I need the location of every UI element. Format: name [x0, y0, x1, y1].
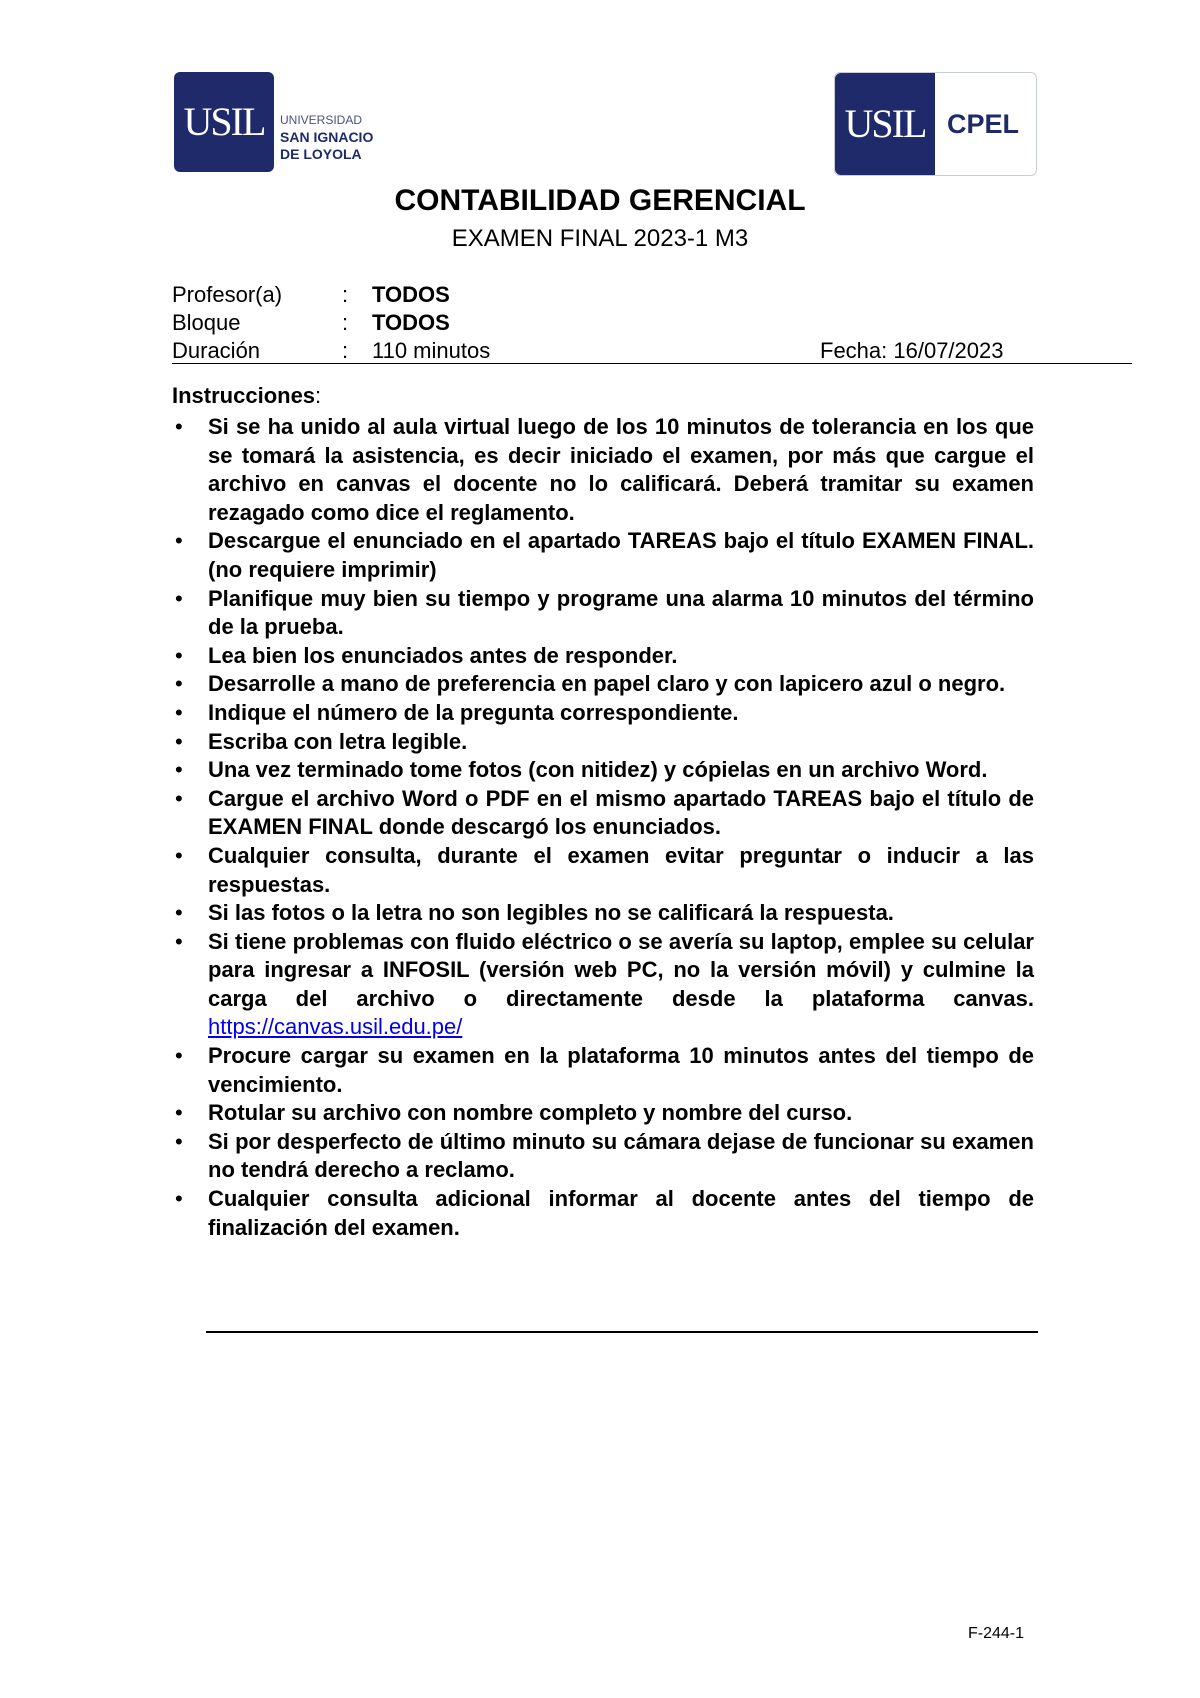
duracion-label: Duración	[172, 338, 261, 363]
list-item	[172, 1128, 1034, 1185]
instruction-text: Cualquier consulta, durante el examen evitar preguntar o inducir a las respuestas.	[208, 842, 1034, 897]
bullet-icon: •	[175, 757, 183, 783]
instructions-list	[172, 413, 1034, 1242]
list-item	[172, 899, 1034, 928]
list-item	[172, 728, 1034, 757]
list-item	[172, 1099, 1034, 1128]
bullet-icon: •	[175, 1043, 183, 1069]
bullet-icon: •	[175, 414, 183, 439]
profesor-value: TODOS	[372, 282, 450, 307]
list-item	[172, 642, 1034, 671]
canvas-link[interactable]: https://canvas.usil.edu.pe/	[208, 1014, 463, 1040]
instruction-text: Si las fotos o la letra no son legibles no se calificará la respuesta.	[208, 900, 894, 926]
bullet-icon: •	[175, 842, 183, 868]
bloque-value: TODOS	[372, 310, 450, 335]
list-item	[172, 527, 1034, 584]
list-item	[172, 413, 1034, 527]
list-item	[172, 785, 1034, 842]
bullet-icon: •	[175, 728, 183, 754]
bullet-icon: •	[175, 642, 183, 668]
usil-monogram: USIL	[183, 99, 265, 144]
bullet-icon: •	[175, 585, 183, 611]
page-title: CONTABILIDAD GERENCIAL	[394, 184, 806, 217]
instructions-heading	[172, 382, 321, 410]
instruction-text: Si tiene problemas con fluido eléctrico o se avería su laptop, emplee su celular para ingresar a INFOSIL (versión web PC, no la versión móvil) y culmine la carga del archivo o directamente desde la plataforma canvas.	[208, 928, 1034, 1011]
instruction-text: Lea bien los enunciados antes de responder.	[208, 642, 678, 668]
instruction-text: Indique el número de la pregunta correspondiente.	[208, 699, 739, 725]
usil-logo	[174, 72, 384, 172]
list-item	[172, 699, 1034, 728]
instruction-text: Desarrolle a mano de preferencia en papel claro y con lapicero azul o negro.	[208, 671, 1006, 697]
list-item	[172, 928, 1034, 1042]
bullet-icon: •	[175, 699, 183, 725]
fecha: Fecha: 16/07/2023	[820, 338, 1004, 363]
instruction-text: Descargue el enunciado en el apartado TAREAS bajo el título EXAMEN FINAL. (no requiere imprimir)	[208, 528, 1034, 582]
list-item	[172, 670, 1034, 699]
page-subtitle: EXAMEN FINAL 2023-1 M3	[451, 225, 749, 252]
list-item	[172, 585, 1034, 642]
instruction-text: Cualquier consulta adicional informar al docente antes del tiempo de finalización del examen.	[208, 1186, 1034, 1240]
bullet-icon: •	[175, 1100, 183, 1126]
header-divider	[172, 363, 1132, 364]
usil-logo-text	[280, 112, 373, 163]
list-item	[172, 1042, 1034, 1099]
cpel-label: CPEL	[947, 109, 1020, 139]
instruction-text: Una vez terminado tome fotos (con nitidez) y cópielas en un archivo Word.	[208, 757, 988, 783]
bloque-colon: :	[342, 310, 349, 335]
bloque-label: Bloque	[172, 310, 241, 335]
instructions-heading-colon: :	[315, 383, 322, 408]
duracion-value: 110 minutos	[372, 338, 491, 363]
instruction-text: Cargue el archivo Word o PDF en el mismo apartado TAREAS bajo el título de EXAMEN FINAL donde descargó los enunciados.	[208, 785, 1034, 840]
list-item	[172, 842, 1034, 899]
list-item	[172, 756, 1034, 785]
instruction-text: Escriba con letra legible.	[208, 728, 468, 754]
instruction-text: Planifique muy bien su tiempo y programe una alarma 10 minutos del término de la prueba.	[208, 585, 1034, 640]
usil-logo-line1: UNIVERSIDAD	[280, 113, 363, 127]
bullet-icon: •	[175, 1186, 183, 1212]
usil-logo-line3: DE LOYOLA	[280, 146, 362, 162]
bullet-icon: •	[175, 528, 183, 554]
bullet-icon: •	[175, 900, 183, 926]
instruction-text: Rotular su archivo con nombre completo y nombre del curso.	[208, 1100, 853, 1126]
instruction-text: Procure cargar su examen en la plataforma 10 minutos antes del tiempo de vencimiento.	[208, 1043, 1034, 1097]
instructions-heading-text: Instrucciones	[172, 383, 316, 408]
cpel-logo	[834, 72, 1037, 176]
instruction-text: Si se ha unido al aula virtual luego de los 10 minutos de tolerancia en los que se tomará la asistencia, es decir iniciado el examen, por más que cargue el archivo en canvas el docente no lo calificará. Deberá tramitar su examen rezagado como dice el reglamento.	[208, 414, 1034, 525]
duracion-colon: :	[342, 338, 349, 363]
instruction-text: Si por desperfecto de último minuto su cámara dejase de funcionar su examen no tendrá derecho a reclamo.	[208, 1128, 1034, 1183]
bullet-icon: •	[175, 928, 183, 954]
list-item	[172, 1185, 1034, 1242]
cpel-monogram: USIL	[844, 101, 926, 146]
form-code: F-244-1	[968, 1625, 1025, 1642]
bullet-icon: •	[175, 785, 183, 811]
profesor-colon: :	[342, 282, 349, 307]
profesor-label: Profesor(a)	[172, 282, 283, 307]
usil-logo-line2: SAN IGNACIO	[280, 129, 374, 145]
footer-divider	[206, 1331, 1038, 1333]
bullet-icon: •	[175, 671, 183, 697]
bullet-icon: •	[175, 1128, 183, 1154]
